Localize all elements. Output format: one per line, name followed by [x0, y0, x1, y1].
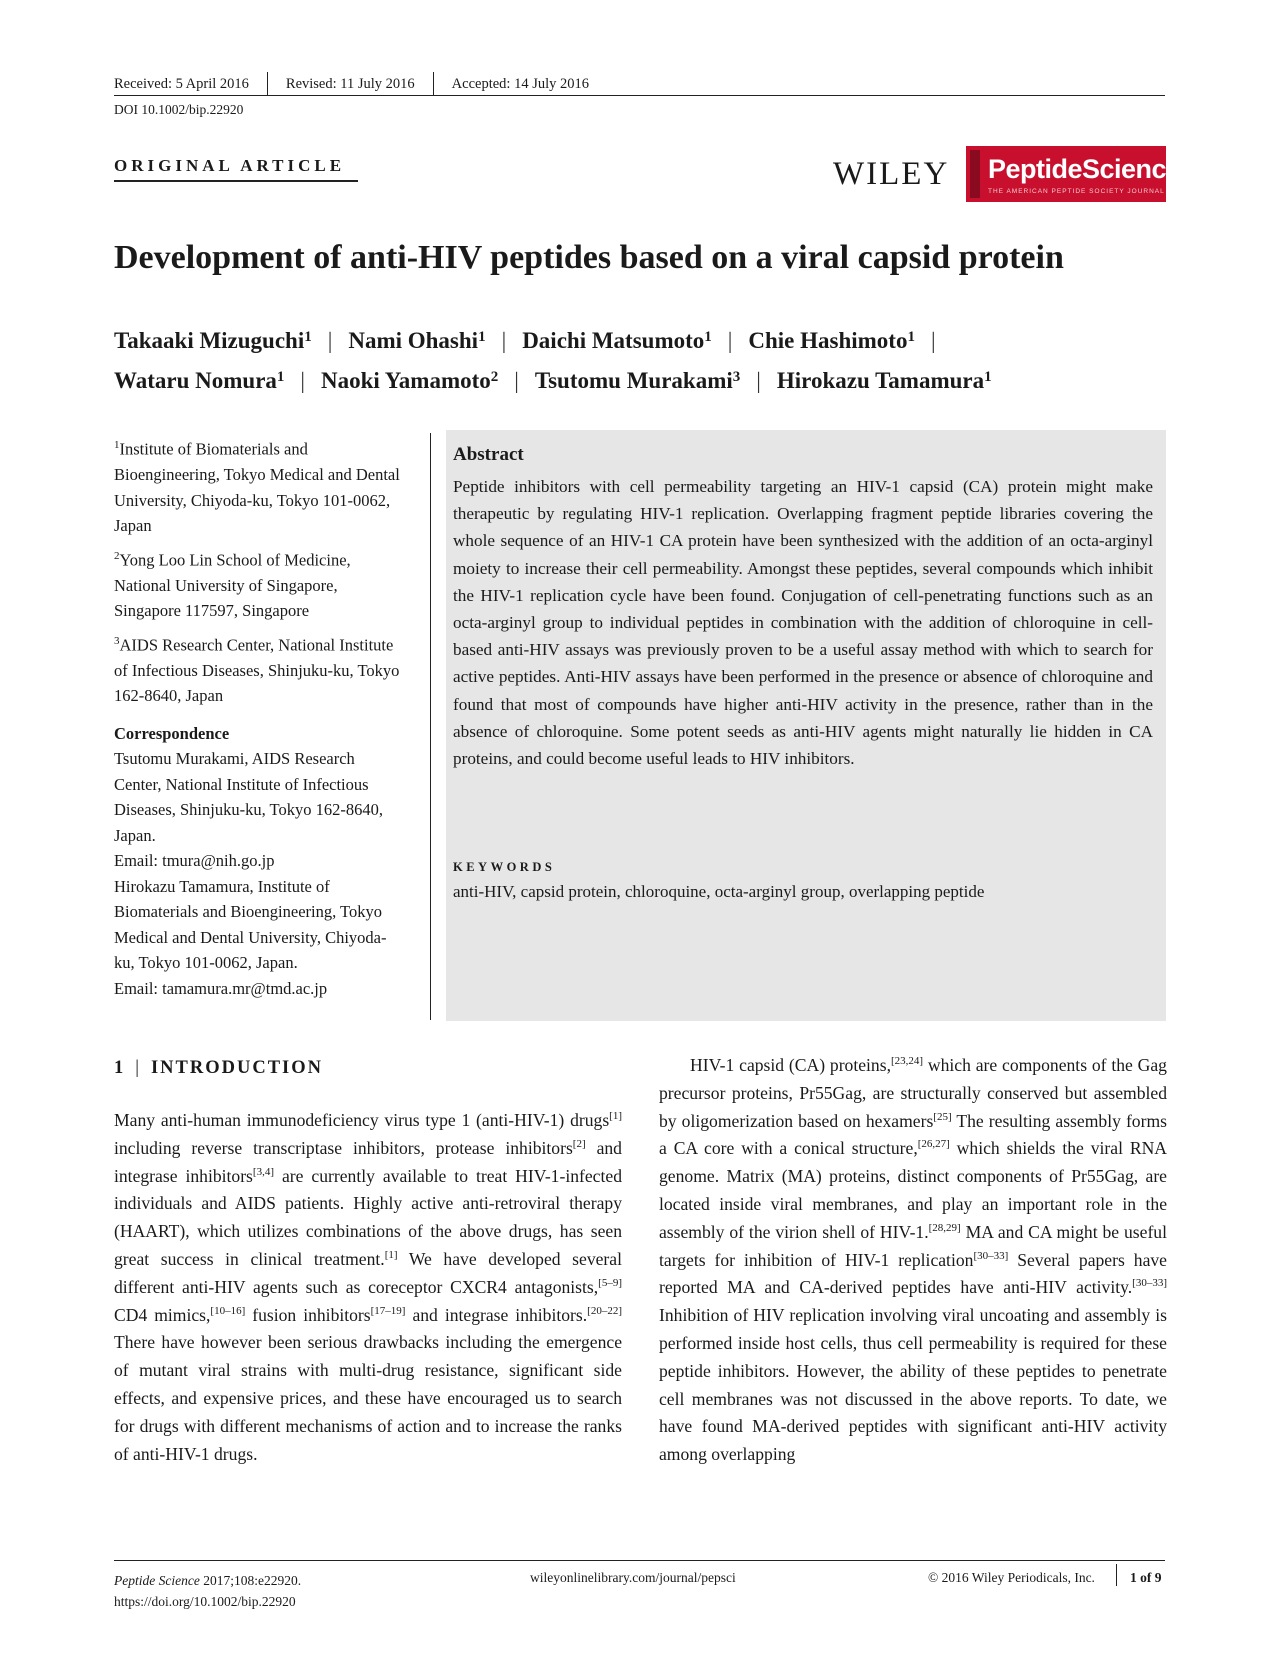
- author: Daichi Matsumoto$^1$: [522, 328, 712, 353]
- accepted-date: Accepted: 14 July 2016: [451, 75, 589, 92]
- keywords-heading: KEYWORDS: [453, 860, 556, 874]
- author-separator: |: [727, 328, 733, 353]
- author-separator: |: [514, 368, 519, 393]
- citation-ref: [30–33]: [1132, 1277, 1167, 1290]
- citation-ref: [26,27]: [917, 1138, 950, 1151]
- author-separator: |: [756, 368, 761, 393]
- author: Tsutomu Murakami$^3$: [534, 368, 741, 393]
- author-affiliation-mark: 3: [732, 369, 741, 385]
- affiliation-list: [114, 433, 404, 709]
- revised-date: Revised: 11 July 2016: [285, 75, 415, 92]
- intro-left-column: Many anti-human immunodeficiency virus type 1 (anti-HIV-1) drugs[1] including reverse transcriptase inhibitors, protease inhibitors[2] and integrase inhibitors[3,4] are currently available to treat HIV-1-infected individuals and AIDS patients. Highly active anti-retroviral therapy (HAART), which utilizes combinations of the above drugs, has seen great success in clinical treatment.[1] We have developed several different anti-HIV agents such as coreceptor CXCR4 antagonists,[5–9] CD4 mimics,[10–16] fusion inhibitors[17–19] and integrase inhibitors.[20–22] There have however been serious drawbacks including the emergence of mutant viral strains with multi-drug resistance, significant side effects, and expensive prices, and these have encouraged us to search for drugs with different mechanisms of action and to increase the ranks of anti-HIV-1 drugs.: [114, 1110, 622, 1464]
- author-separator: |: [327, 328, 333, 353]
- peptide-science-logo: [966, 146, 1181, 202]
- logo-tag: [970, 150, 980, 198]
- citation-ref: [10–16]: [210, 1304, 246, 1317]
- keywords-text: anti-HIV, capsid protein, chloroquine, octa-arginyl group, overlapping peptide: [453, 882, 985, 901]
- author: Chie Hashimoto$^1$: [748, 328, 915, 353]
- correspondence-list: [114, 746, 404, 1001]
- section-number: 1: [114, 1058, 126, 1078]
- header-rule: [114, 95, 1165, 96]
- affiliation-item: $^3$AIDS Research Center, National Institute of Infectious Diseases, Shinjuku-ku, Tokyo 162-8640, Japan: [114, 634, 400, 705]
- citation-ref: [23,24]: [890, 1055, 924, 1068]
- correspondence-line: Hirokazu Tamamura, Institute of Biomaterials and Bioengineering, Tokyo Medical and Dental University, Chiyoda-ku, Tokyo 101-0062, Japan.: [114, 876, 387, 972]
- citation-ref: [20–22]: [587, 1304, 622, 1317]
- citation-ref: [25]: [933, 1110, 952, 1123]
- correspondence-line: Email: tmura@nih.go.jp: [114, 851, 275, 870]
- author-separator: |: [300, 368, 306, 393]
- author: Naoki Yamamoto$^2$: [321, 368, 499, 393]
- affiliation-item: $^1$Institute of Biomaterials and Bioengineering, Tokyo Medical and Dental University, Chiyoda-ku, Tokyo 101-0062, Japan: [114, 439, 400, 535]
- logo-name: PeptideScience: [988, 154, 1181, 184]
- affiliation-number: 1: [114, 439, 120, 451]
- author-affiliation-mark: 1: [478, 329, 486, 345]
- affiliation-number: 2: [114, 549, 120, 562]
- citation-ref: [30–33]: [973, 1249, 1009, 1262]
- authors-line-1: [114, 328, 952, 354]
- paper-title: Development of anti-HIV peptides based on a viral capsid protein: [114, 239, 1064, 276]
- date-divider: [267, 72, 268, 96]
- author: Hirokazu Tamamura$^1$: [776, 368, 992, 393]
- footer-citation-text: 2017;108:e22920.: [199, 1573, 302, 1588]
- footer-copyright: © 2016 Wiley Periodicals, Inc.: [928, 1570, 1095, 1585]
- article-dates: [114, 72, 589, 96]
- logo-subtitle: THE AMERICAN PEPTIDE SOCIETY JOURNAL: [988, 188, 1165, 195]
- author-affiliation-mark: 2: [490, 369, 499, 385]
- author: Wataru Nomura$^1$: [114, 368, 285, 393]
- article-type-underline: [114, 180, 358, 182]
- abstract-heading: Abstract: [453, 444, 524, 465]
- footer-divider: [1116, 1564, 1117, 1586]
- citation-ref: [1]: [609, 1110, 622, 1123]
- author-affiliation-mark: 1: [276, 369, 285, 385]
- page-number: 1 of 9: [1130, 1570, 1162, 1585]
- affiliation-number: 3: [114, 634, 120, 647]
- author: Nami Ohashi$^1$: [348, 328, 486, 353]
- footer-site-link[interactable]: wileyonlinelibrary.com/journal/pepsci: [530, 1570, 736, 1585]
- footer-journal-name: Peptide Science: [114, 1573, 200, 1588]
- affiliation-item: $^2$Yong Loo Lin School of Medicine, National University of Singapore, Singapore 117597, Singapore: [114, 549, 351, 620]
- section-heading-introduction: [114, 1058, 323, 1079]
- citation-ref: [1]: [384, 1249, 398, 1262]
- section-separator: |: [135, 1058, 141, 1078]
- column-divider: [430, 433, 431, 1020]
- author-separator: |: [930, 328, 936, 353]
- doi: DOI 10.1002/bip.22920: [114, 102, 244, 117]
- wiley-logo: WILEY: [833, 156, 950, 192]
- footer-rule: [114, 1560, 1165, 1561]
- author-separator: |: [501, 328, 507, 353]
- authors-line-2: [114, 368, 992, 394]
- section-title: INTRODUCTION: [150, 1058, 323, 1078]
- correspondence-line: Tsutomu Murakami, AIDS Research Center, National Institute of Infectious Diseases, Shinjuku-ku, Tokyo 162-8640, Japan.: [114, 749, 383, 845]
- received-date: Received: 5 April 2016: [114, 75, 249, 92]
- footer-citation: [114, 1570, 301, 1612]
- author: Takaaki Mizuguchi$^1$: [114, 328, 312, 353]
- intro-right-column: HIV-1 capsid (CA) proteins,[23,24] which are components of the Gag precursor proteins, Pr55Gag, are structurally conserved but assembled by oligomerization based on hexamers[25] The resulting assembly forms a CA core with a conical structure,[26,27] which shields the viral RNA genome. Matrix (MA) proteins, distinct components of Pr55Gag, are located inside viral membranes, and play an important role in the assembly of the virion shell of HIV-1.[28,29] MA and CA might be useful targets for inhibition of HIV-1 replication[30–33] Several papers have reported MA and CA-derived peptides have anti-HIV activity.[30–33] Inhibition of HIV replication involving viral uncoating and assembly is performed inside host cells, thus cell permeability is required for these peptide inhibitors. However, the ability of these peptides to penetrate cell membranes was not discussed in the above reports. To date, we have found MA-derived peptides with significant anti-HIV activity among overlapping: [659, 1055, 1167, 1465]
- citation-ref: [5–9]: [598, 1276, 622, 1289]
- abstract-text: Peptide inhibitors with cell permeability targeting an HIV-1 capsid (CA) protein might make therapeutic by regulating HIV-1 replication. Overlapping fragment peptide libraries covering the whole sequence of an HIV-1 CA protein have been synthesized with the addition of an octa-arginyl moiety to increase their cell permeability. Amongst these peptides, several compounds which inhibit the HIV-1 replication cycle have been found. Conjugation of cell-penetrating functions such as an octa-arginyl group to individual peptides in combination with the addition of chloroquine in cell-based anti-HIV assays was previously proven to be a useful assay method with which to search for active peptides. Anti-HIV assays have been performed in the presence or absence of chloroquine and found that most of compounds have higher anti-HIV activity in the presence, rather than in the absence of chloroquine. Some potent seeds as anti-HIV agents might naturally lie hidden in CA proteins, and could become useful leads to HIV inhibitors.: [453, 477, 1153, 769]
- affiliations-column: [114, 433, 404, 1001]
- citation-ref: [28,29]: [928, 1221, 961, 1234]
- citation-ref: [2]: [572, 1137, 586, 1150]
- citation-ref: [17–19]: [370, 1304, 406, 1317]
- author-affiliation-mark: 1: [704, 329, 712, 345]
- correspondence-heading: Correspondence: [114, 723, 230, 743]
- date-divider: [433, 72, 434, 96]
- author-affiliation-mark: 1: [907, 329, 915, 345]
- correspondence-line: Email: tamamura.mr@tmd.ac.jp: [114, 978, 328, 998]
- citation-ref: [3,4]: [252, 1165, 274, 1178]
- author-affiliation-mark: 1: [304, 329, 312, 345]
- footer-doi-link[interactable]: https://doi.org/10.1002/bip.22920: [114, 1594, 296, 1609]
- author-affiliation-mark: 1: [984, 369, 992, 385]
- article-type: ORIGINAL ARTICLE: [114, 156, 346, 175]
